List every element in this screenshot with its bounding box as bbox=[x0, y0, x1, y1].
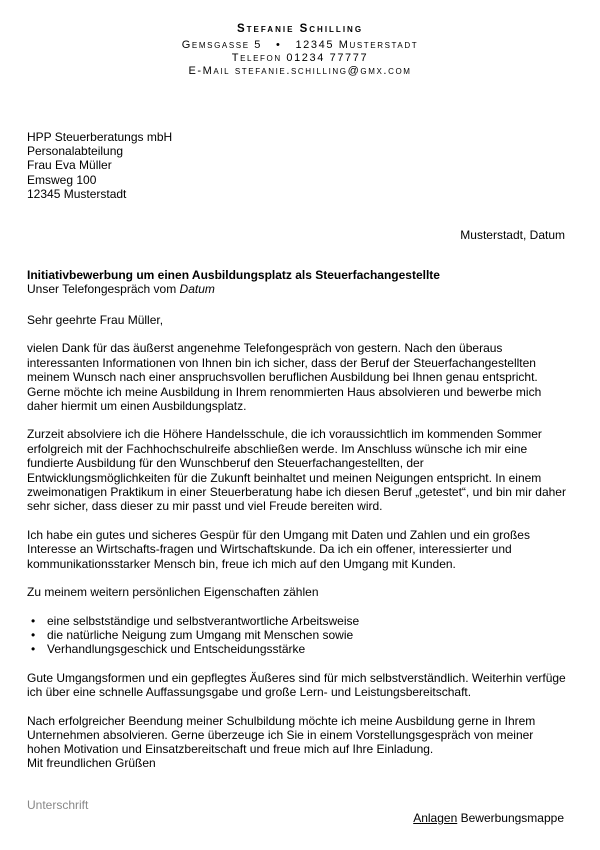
bullet-glyph: • bbox=[31, 642, 36, 657]
bullet-glyph: • bbox=[31, 627, 36, 642]
subject-reference bbox=[27, 282, 440, 296]
recipient-address bbox=[27, 130, 172, 201]
sender-street: Gemsgasse 5 bbox=[181, 39, 263, 51]
letter-date: Musterstadt, Datum bbox=[460, 228, 565, 242]
separator-bullet: • bbox=[276, 39, 282, 51]
closing-phrase: Mit freundlichen Grüßen bbox=[27, 756, 156, 770]
sender-name: Stefanie Schilling bbox=[236, 23, 364, 35]
recipient-line: 12345 Musterstadt bbox=[27, 186, 127, 201]
recipient-line: HPP Steuerberatungs mbH bbox=[27, 130, 173, 144]
body-paragraph: Ich habe ein gutes und sicheres Gespür für den Umgang mit Daten und Zahlen und ein großes Interesse an Wirtschafts-fragen und Wirtschaftskunde. Da ich ein offener, interessierter und kommunikationsstarker Mensch bin, freue ich mich auf den Umgang mit Kunden. bbox=[27, 527, 530, 571]
bullet-glyph: • bbox=[31, 613, 36, 628]
attachments-line bbox=[413, 811, 564, 825]
body-paragraph: Nach erfolgreicher Beendung meiner Schulbildung möchte ich meine Ausbildung gerne in Ihrem Unternehmen absolvieren. Gerne überzeuge ich Sie in einem Vorstellungsgespräch von meiner hohen Motivation und Einsatzbereitschaft und freue mich auf Ihre Einladung. bbox=[27, 713, 536, 757]
body-paragraph: Gute Umgangsformen und ein gepflegtes Äußeres sind für mich selbstverständlich. Weiterhin verfüge ich über eine schnelle Auffassungsgabe und große Lern- und Leistungsbereitschaft. bbox=[27, 670, 566, 700]
letter-body bbox=[27, 313, 567, 771]
sender-city: 12345 Musterstadt bbox=[295, 39, 419, 51]
attachments-value: Bewerbungsmappe bbox=[460, 811, 564, 825]
list-item-text: Verhandlungsgeschick und Entscheidungsstärke bbox=[47, 642, 306, 657]
recipient-line: Emsweg 100 bbox=[27, 172, 97, 187]
subject-title: Initiativbewerbung um einen Ausbildungsplatz als Steuerfachangestellte bbox=[27, 268, 440, 282]
list-item bbox=[27, 642, 567, 656]
subject-reference-date: Datum bbox=[179, 282, 215, 297]
list-item-text: die natürliche Neigung zum Umgang mit Menschen sowie bbox=[47, 627, 354, 642]
sender-address bbox=[0, 39, 600, 51]
qualities-list bbox=[27, 614, 567, 657]
salutation: Sehr geehrte Frau Müller, bbox=[27, 313, 164, 327]
subject-reference-text: Unser Telefongespräch vom bbox=[27, 282, 180, 297]
sender-phone: Telefon 01234 77777 bbox=[231, 52, 369, 64]
list-item-text: eine selbstständige und selbstverantwortliche Arbeitsweise bbox=[47, 613, 360, 628]
body-paragraph: Zurzeit absolviere ich die Höhere Handelsschule, die ich voraussichtlich im kommenden Sommer erfolgreich mit der Fachhochschulreife abschließen werde. Im Anschluss wünsche ich mir eine fundierte Ausbildung für den Wunschberuf den Steuerfachangestellten, der Entwicklungsmöglichkeiten für die Zukunft beinhaltet und meinen Neigungen entspricht. In einem zweimonatigen Praktikum in einer Steuerberatung habe ich diesen Beruf „getestet“, und bin mir daher sehr sicher, dass dieser zu mir passt und viel Freude bereiten wird. bbox=[27, 427, 566, 514]
list-item bbox=[27, 614, 567, 628]
list-item bbox=[27, 628, 567, 642]
signature-placeholder: Unterschrift bbox=[27, 798, 89, 812]
body-paragraph: Zu meinem weitern persönlichen Eigenschaften zählen bbox=[27, 585, 319, 600]
recipient-line: Frau Eva Müller bbox=[27, 158, 112, 173]
recipient-line: Personalabteilung bbox=[27, 144, 124, 159]
body-paragraph: vielen Dank für das äußerst angenehme Telefongespräch von gestern. Nach den überaus interessanten Informationen von Ihnen bin ich sicher, dass der Beruf der Steuerfachangestellten meinem Wunsch nach einer anspruchsvollen beruflichen Ausbildung bei Ihnen genau entspricht. Gerne möchte ich meine Ausbildung in Ihrem renommierten Haus absolvieren und bewerbe mich daher hiermit um einen Ausbildungsplatz. bbox=[27, 341, 542, 414]
subject-block bbox=[27, 268, 440, 297]
attachments-label: Anlagen bbox=[413, 811, 458, 825]
sender-email: E-Mail stefanie.schilling@gmx.com bbox=[188, 65, 412, 77]
